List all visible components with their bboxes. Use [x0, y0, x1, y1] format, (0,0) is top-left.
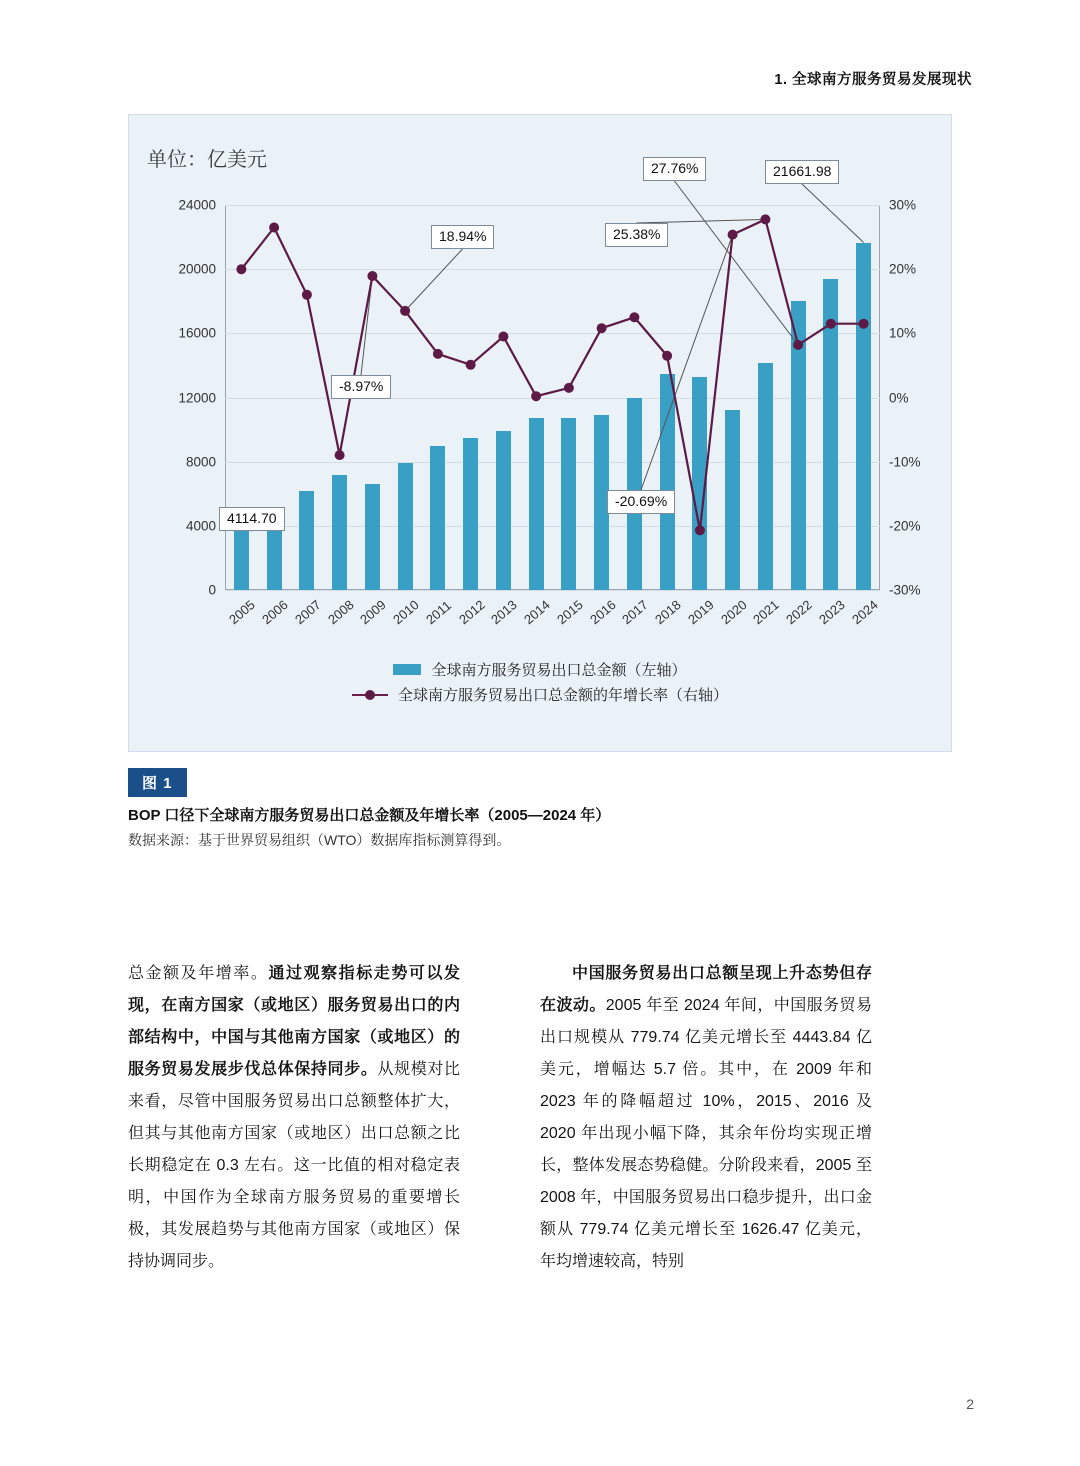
- gridline: [225, 590, 880, 591]
- y-axis-left-tick-label: 20000: [178, 261, 216, 277]
- line-marker: [793, 340, 803, 350]
- y-axis-left-tick-label: 12000: [178, 390, 216, 405]
- body-paragraph-right: 中国服务贸易出口总额呈现上升态势但存在波动。2005 年至 2024 年间，中国服务贸易出口规模从 779.74 亿美元增长至 4443.84 亿美元，增幅达 5.7 倍。其中，在 2009 年和 2023 年的降幅超过 10%，2015、2016 及 2020 年出现小幅下降，其余年份均实现正增长，整体发展态势稳健。分阶段来看，2005 至 2008 年，中国服务贸易出口稳步提升，出口金额从 779.74 亿美元增长至 1626.47 亿美元，年均增速较高，特别: [540, 965, 872, 1270]
- x-axis-tick-label: 2023: [815, 597, 848, 628]
- x-axis-tick-label: 2018: [652, 597, 684, 628]
- annotation-leader-line: [802, 184, 864, 243]
- annotation-leader-line: [405, 249, 462, 311]
- line-marker: [564, 383, 574, 393]
- chart-annotation-label: 4114.70: [219, 507, 285, 531]
- x-axis-tick-label: 2005: [226, 597, 259, 628]
- x-axis-tick-label: 2012: [455, 597, 488, 628]
- y-axis-right-tick-label: 10%: [889, 325, 917, 341]
- legend-bar-swatch: [393, 664, 421, 675]
- x-axis-tick-label: 2016: [586, 597, 619, 628]
- line-marker: [531, 391, 541, 401]
- x-axis-tick-label: 2015: [553, 597, 586, 628]
- y-axis-right-tick-label: 0%: [889, 390, 909, 405]
- legend-line-swatch: [352, 689, 388, 700]
- x-axis-tick-label: 2021: [750, 597, 783, 628]
- chart-plot-area: [178, 160, 921, 628]
- line-marker: [400, 306, 410, 316]
- x-axis-tick-label: 2011: [422, 597, 454, 628]
- line-marker: [695, 525, 705, 535]
- line-marker: [367, 271, 377, 281]
- page-number: 2: [966, 1396, 974, 1412]
- y-axis-right-tick-label: -30%: [889, 582, 921, 598]
- legend-line-label: 全球南方服务贸易出口总金额的年增长率（右轴）: [397, 687, 728, 704]
- legend-item-line: [129, 684, 951, 705]
- line-marker: [826, 319, 836, 329]
- x-axis-tick-label: 2009: [357, 597, 390, 628]
- chart-annotation-label: 18.94%: [431, 225, 494, 249]
- y-axis-right-tick-label: 20%: [889, 261, 917, 277]
- line-marker: [728, 230, 738, 240]
- annotation-leader-line: [675, 181, 799, 345]
- line-marker: [597, 323, 607, 333]
- x-axis-tick-label: 2014: [521, 597, 553, 628]
- figure-tag: 图 1: [128, 768, 187, 797]
- line-marker: [466, 360, 476, 370]
- running-head: 1. 全球南方服务贸易发展现状: [774, 72, 972, 88]
- y-axis-right-tick-label: -10%: [889, 454, 921, 470]
- x-axis-tick-label: 2008: [324, 597, 357, 628]
- legend-bar-label: 全球南方服务贸易出口总金额（左轴）: [431, 662, 687, 679]
- line-marker: [662, 351, 672, 361]
- y-axis-left-tick-label: 16000: [178, 325, 216, 341]
- line-marker: [302, 290, 312, 300]
- x-axis-tick-label: 2010: [390, 597, 422, 628]
- x-axis-tick-label: 2013: [488, 597, 521, 628]
- chart-annotation-label: -8.97%: [331, 375, 391, 399]
- x-axis-tick-label: 2022: [783, 597, 815, 628]
- chart-unit-label: 单位：亿美元: [147, 149, 267, 171]
- body-column-left: [128, 958, 460, 1278]
- line-marker: [433, 349, 443, 359]
- body-column-right: [540, 958, 872, 1278]
- chart-annotation-label: -20.69%: [607, 490, 675, 514]
- x-axis-tick-label: 2020: [717, 597, 750, 628]
- x-axis-tick-label: 2024: [848, 597, 881, 628]
- chart-annotation-label: 25.38%: [605, 223, 668, 247]
- legend-item-bars: [129, 659, 951, 680]
- figure-source: 数据来源：基于世界贸易组织（WTO）数据库指标测算得到。: [128, 832, 511, 848]
- figure-panel: [128, 114, 952, 752]
- body-paragraph-left: 总金额及年增率。通过观察指标走势可以发现，在南方国家（或地区）服务贸易出口的内部结构中，中国与其他南方国家（或地区）的服务贸易发展步伐总体保持同步。从规模对比来看，尽管中国服务贸易出口总额整体扩大，但其与其他南方国家（或地区）出口总额之比长期稳定在 0.3 左右。这一比值的相对稳定表明，中国作为全球南方服务贸易的重要增长极，其发展趋势与其他南方国家（或地区）保持协调同步。: [128, 965, 460, 1270]
- x-axis-tick-label: 2019: [684, 597, 717, 628]
- line-marker: [498, 332, 508, 342]
- line-marker: [859, 319, 869, 329]
- x-axis-tick-label: 2006: [259, 597, 291, 628]
- line-marker: [269, 223, 279, 233]
- x-axis-tick-label: 2017: [619, 597, 652, 628]
- figure-title: BOP 口径下全球南方服务贸易出口总金额及年增长率（2005—2024 年）: [128, 807, 611, 824]
- chart-annotation-label: 27.76%: [643, 157, 706, 181]
- y-axis-right-tick-label: 30%: [889, 197, 917, 213]
- line-marker: [236, 264, 246, 274]
- line-marker: [760, 214, 770, 224]
- chart-annotation-label: 21661.98: [765, 160, 839, 184]
- y-axis-left-tick-label: 24000: [178, 197, 216, 213]
- y-axis-left-tick-label: 4000: [185, 518, 216, 534]
- y-axis-left-tick-label: 8000: [185, 454, 216, 470]
- y-axis-right-tick-label: -20%: [889, 518, 921, 534]
- x-axis-tick-label: 2007: [291, 597, 324, 628]
- line-marker: [335, 450, 345, 460]
- chart-legend: [129, 655, 951, 709]
- line-marker: [629, 312, 639, 322]
- line-series: [225, 205, 880, 590]
- y-axis-left-tick-label: 0: [208, 582, 216, 598]
